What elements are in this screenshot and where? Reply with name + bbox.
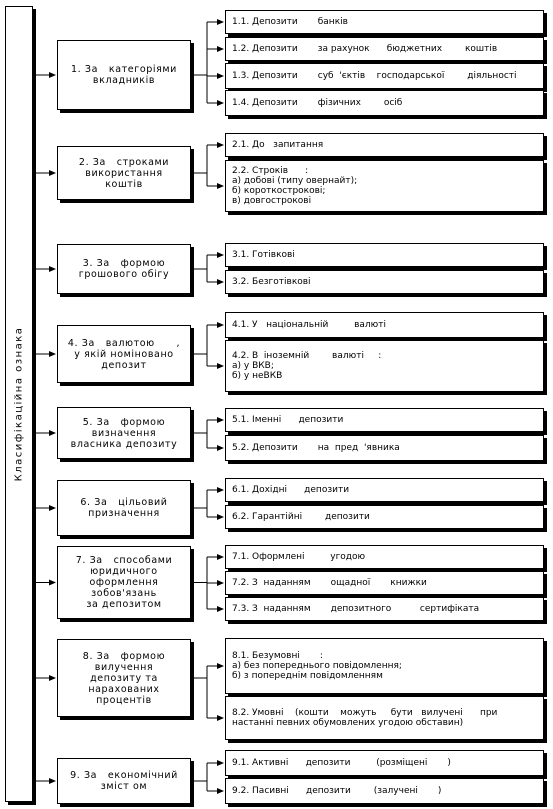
- arrowhead: [49, 505, 56, 511]
- arrowhead: [49, 675, 56, 681]
- subtype-box-7-2: [225, 571, 544, 595]
- text-line: депозит: [101, 359, 147, 371]
- text-line: б) короткострокові;: [232, 186, 326, 196]
- arrowhead: [49, 72, 56, 78]
- text-line: 1.4. Депозити фізичних осіб: [232, 98, 403, 108]
- arrowhead: [49, 580, 56, 586]
- text-line: власника депозиту: [70, 438, 178, 450]
- text-line: 1.3. Депозити суб 'єктів господарської діяльності: [232, 71, 517, 81]
- text-line: 3.2. Безготівкові: [232, 277, 311, 287]
- category-label: [76, 555, 173, 610]
- arrowhead: [217, 606, 224, 612]
- text-line: призначення: [88, 508, 160, 519]
- text-line: 6. За цільовий: [80, 497, 168, 508]
- text-line: 6.1. Дохідні депозити: [232, 485, 350, 495]
- text-line: 7.2. З наданням ощадної книжки: [232, 578, 427, 588]
- subtype-box-1-2: [225, 37, 544, 61]
- text-line: 2.1. До запитання: [232, 140, 324, 150]
- text-line: грошового обігу: [78, 269, 170, 280]
- text-line: за депозитом: [86, 599, 162, 610]
- text-line: 4.2. В іноземній валюті :: [232, 351, 382, 361]
- root-label: Класифікаційна ознака: [13, 326, 25, 482]
- arrowhead: [217, 363, 224, 369]
- text-line: а) без попереднього повідомлення;: [232, 661, 402, 671]
- category-label: [68, 338, 180, 371]
- arrowhead: [49, 170, 56, 176]
- arrowhead: [49, 266, 56, 272]
- arrowhead: [217, 514, 224, 520]
- arrowhead: [217, 663, 224, 669]
- text-line: використання: [85, 167, 163, 179]
- text-line: настанні певних обумовлених угодою обставин): [232, 718, 464, 728]
- text-line: процентів: [96, 694, 152, 706]
- subtype-box-1-1: [225, 10, 544, 34]
- subtype-box-6-2: [225, 505, 544, 529]
- arrowhead: [217, 183, 224, 189]
- subtype-box-4-2: [225, 340, 544, 392]
- text-line: 7.1. Оформлені угодою: [232, 552, 366, 562]
- category-label: [79, 157, 169, 190]
- arrowhead: [217, 417, 224, 423]
- subtype-box-4-1: [225, 312, 544, 338]
- arrowhead: [217, 73, 224, 79]
- text-line: 9.1. Активні депозити (розміщені ): [232, 758, 451, 768]
- subtype-box-5-1: [225, 408, 544, 432]
- subtype-box-3-2: [225, 270, 544, 294]
- subtype-box-8-1: [225, 638, 544, 694]
- text-line: 5.1. Іменні депозити: [232, 415, 344, 425]
- category-label: [71, 417, 178, 450]
- subtype-box-8-2: [225, 696, 544, 740]
- text-line: 8.1. Безумовні :: [232, 651, 323, 661]
- text-line: 1.2. Депозити за рахунок бюджетних коштів: [232, 44, 498, 54]
- arrowhead: [217, 279, 224, 285]
- text-line: 9. За економічний: [70, 770, 178, 781]
- arrowhead: [217, 252, 224, 258]
- text-line: а) у ВКВ;: [232, 361, 274, 371]
- category-label: [70, 770, 178, 792]
- category-box-1: [57, 40, 191, 110]
- text-line: визначення: [91, 427, 157, 439]
- text-line: зміст ом: [100, 781, 148, 792]
- text-line: 7. За способами: [75, 555, 173, 566]
- text-line: зобов'язань: [91, 588, 157, 599]
- arrowhead: [217, 788, 224, 794]
- text-line: нарахованих: [88, 683, 160, 695]
- text-line: 7.3. З наданням депозитного сертифіката: [232, 604, 480, 614]
- category-box-5: [57, 407, 191, 459]
- category-box-2: [57, 146, 191, 200]
- arrowhead: [49, 778, 56, 784]
- text-line: юридичного: [90, 566, 158, 577]
- arrowhead: [217, 715, 224, 721]
- arrowhead: [217, 142, 224, 148]
- category-box-3: [57, 244, 191, 294]
- subtype-box-3-1: [225, 243, 544, 267]
- text-line: 1. За категоріями: [71, 64, 177, 75]
- text-line: коштів: [105, 178, 143, 190]
- category-box-7: [57, 546, 191, 619]
- subtype-box-2-2: [225, 160, 544, 212]
- arrowhead: [49, 430, 56, 436]
- text-line: 3.1. Готівкові: [232, 250, 295, 260]
- arrowhead: [217, 445, 224, 451]
- text-line: оформлення: [89, 577, 159, 588]
- text-line: 9.2. Пасивні депозити (залучені ): [232, 786, 442, 796]
- subtype-box-2-1: [225, 133, 544, 157]
- arrowhead: [217, 487, 224, 493]
- subtype-box-7-3: [225, 597, 544, 621]
- category-box-9: [57, 758, 191, 804]
- arrowhead: [217, 100, 224, 106]
- subtype-box-9-1: [225, 750, 544, 776]
- text-line: у якій номіновано: [74, 348, 174, 360]
- subtype-box-7-1: [225, 545, 544, 569]
- text-line: б) у неВКВ: [232, 371, 283, 381]
- arrowhead: [49, 351, 56, 357]
- text-line: 2.2. Строків :: [232, 166, 309, 176]
- arrowhead: [217, 554, 224, 560]
- arrowhead: [217, 19, 224, 25]
- arrowhead: [217, 46, 224, 52]
- category-label: [83, 651, 165, 706]
- arrowhead: [217, 760, 224, 766]
- subtype-box-1-4: [225, 90, 544, 116]
- subtype-box-6-1: [225, 478, 544, 502]
- text-line: а) добові (типу овернайт);: [232, 176, 358, 186]
- category-box-8: [57, 639, 191, 717]
- text-line: вкладників: [92, 75, 156, 86]
- arrowhead: [217, 322, 224, 328]
- category-box-6: [57, 480, 191, 536]
- text-line: 5.2. Депозити на пред 'явника: [232, 443, 400, 453]
- root-node: [5, 6, 33, 802]
- category-label: [71, 64, 177, 86]
- text-line: 1.1. Депозити банків: [232, 17, 348, 27]
- category-box-4: [57, 325, 191, 383]
- arrowhead: [217, 580, 224, 586]
- text-line: 2. За строками: [78, 156, 170, 168]
- text-line: 6.2. Гарантійні депозити: [232, 512, 370, 522]
- text-line: 4. За валютою ,: [67, 337, 181, 349]
- category-label: [80, 497, 167, 519]
- category-label: [79, 258, 170, 280]
- text-line: б) з попереднім повідомленням: [232, 671, 383, 681]
- text-line: 8.2. Умовні (кошти можуть бути вилучені при: [232, 708, 498, 718]
- text-line: 4.1. У національній валюті: [232, 320, 386, 330]
- text-line: в) довгострокові: [232, 196, 312, 206]
- text-line: 5. За формою: [82, 416, 166, 428]
- text-line: 8. За формою: [82, 650, 166, 662]
- subtype-box-9-2: [225, 778, 544, 804]
- text-line: депозиту та: [90, 672, 158, 684]
- text-line: вилучення: [94, 661, 154, 673]
- text-line: 3. За формою: [82, 258, 166, 269]
- subtype-box-5-2: [225, 435, 544, 461]
- subtype-box-1-3: [225, 63, 544, 89]
